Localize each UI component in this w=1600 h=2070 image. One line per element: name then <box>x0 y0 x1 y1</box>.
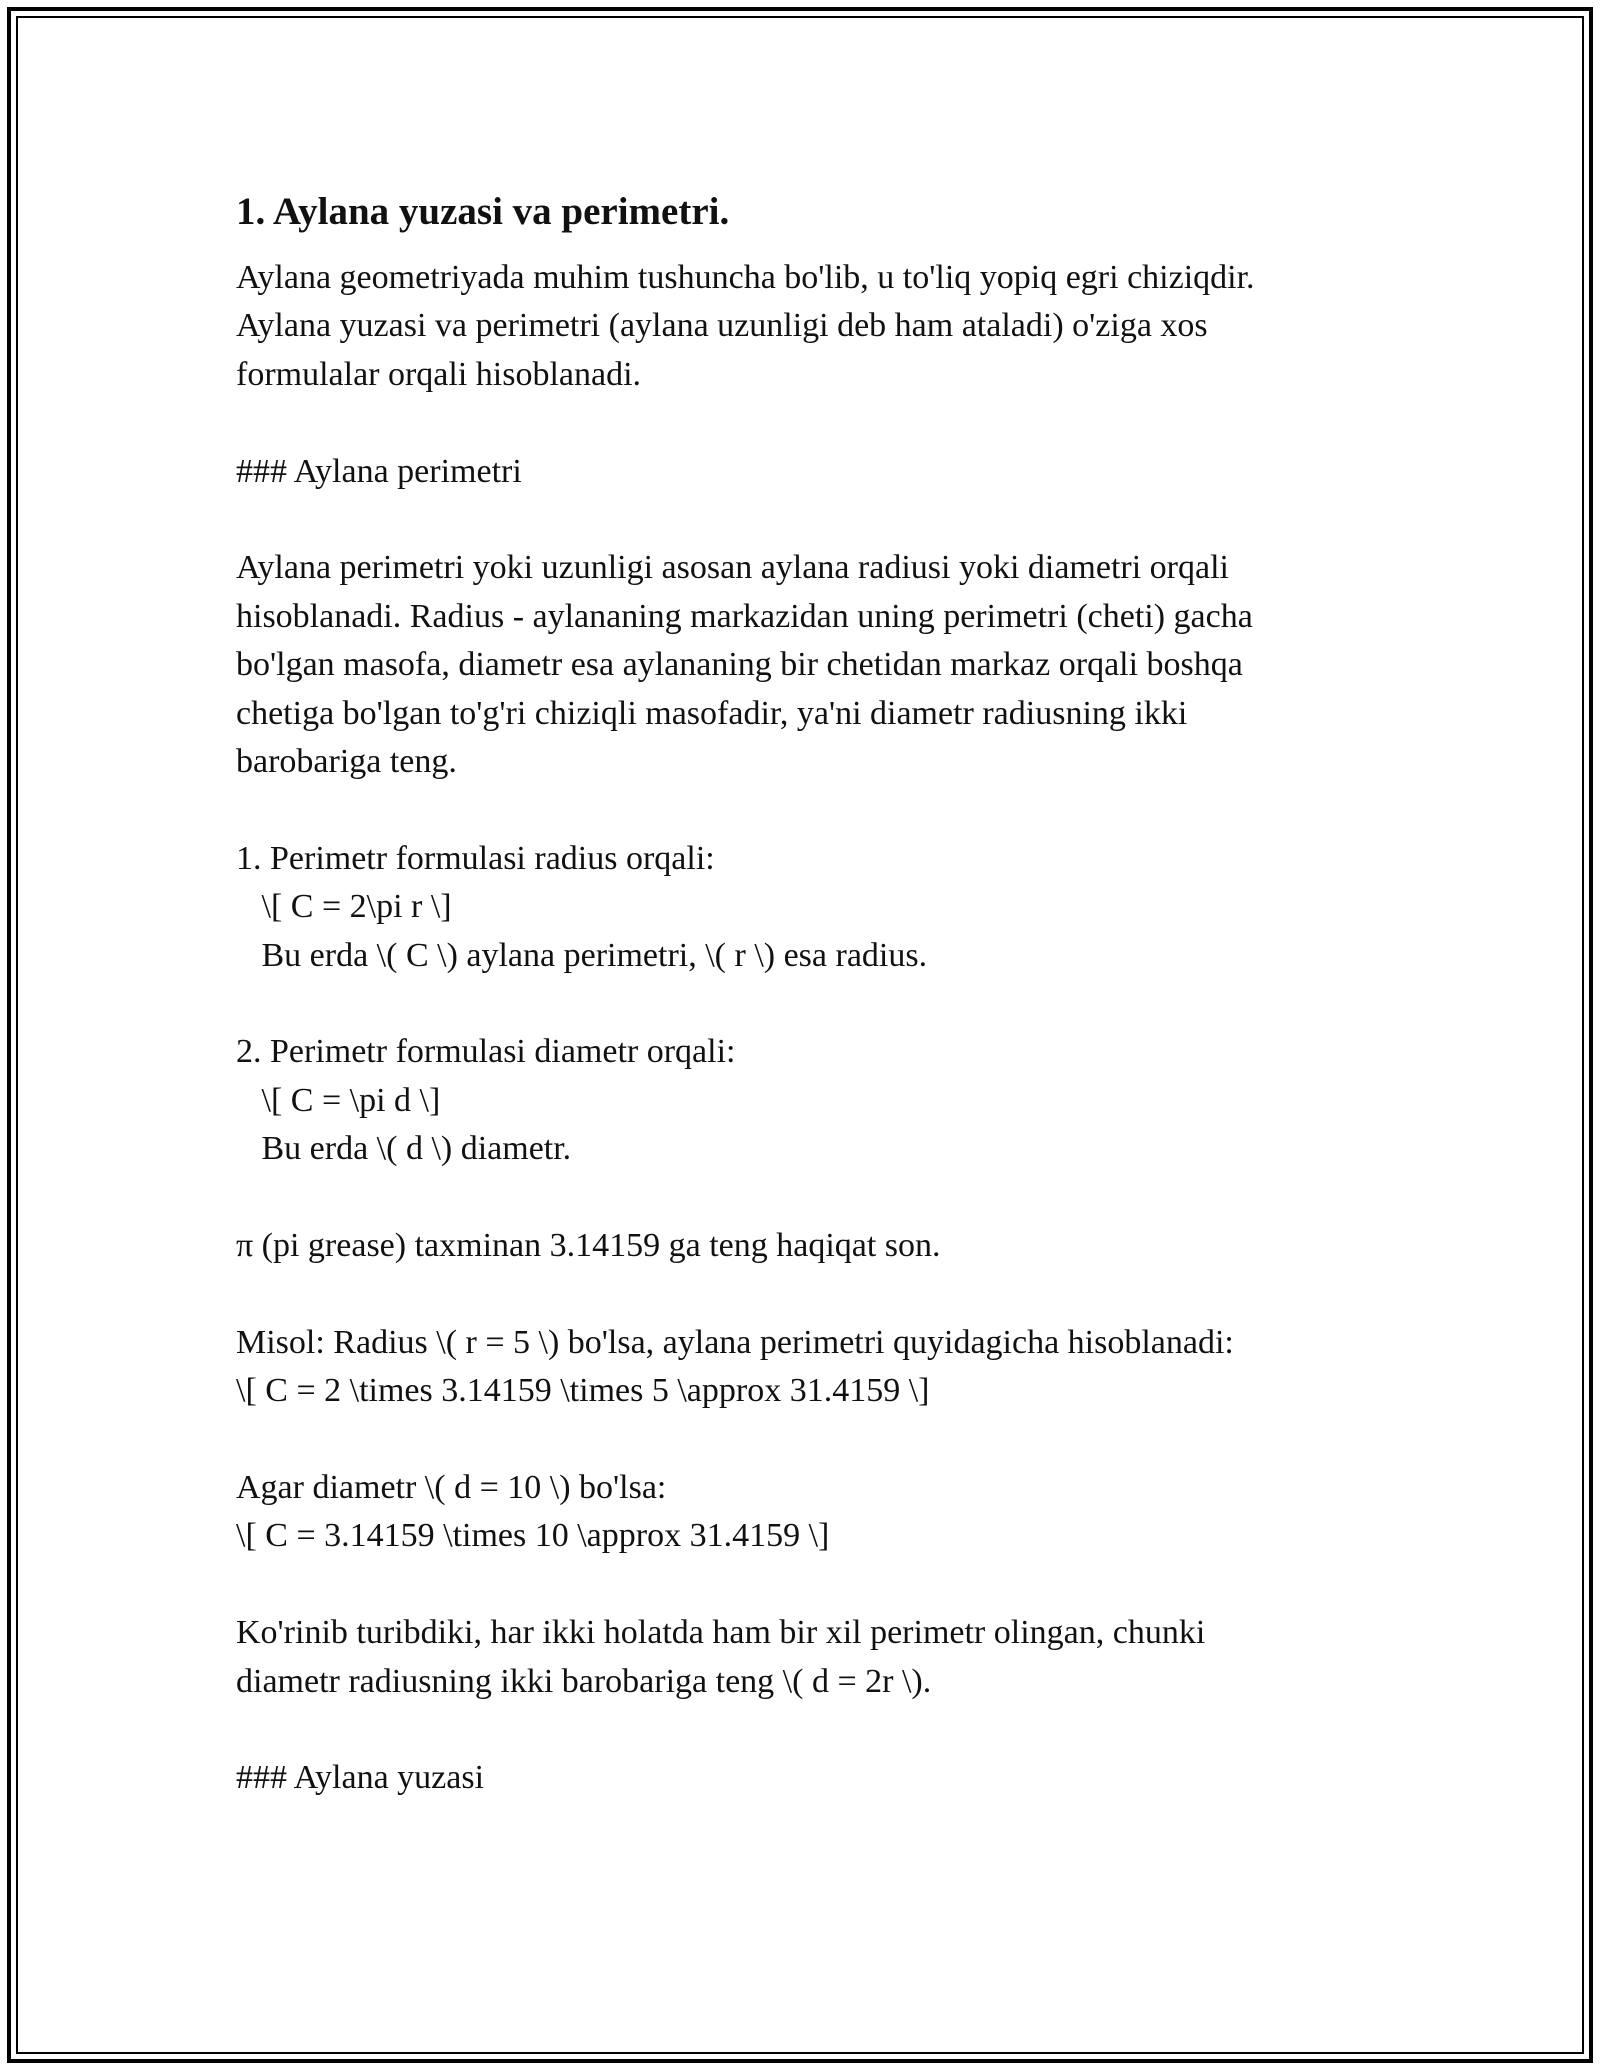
blank-line <box>236 980 1376 1028</box>
blank-line <box>236 1706 1376 1754</box>
blank-line <box>236 1270 1376 1318</box>
blank-line <box>236 786 1376 834</box>
text-line: 1. Perimetr formulasi radius orqali: <box>236 839 715 877</box>
text-line: ### Aylana yuzasi <box>236 1759 485 1797</box>
text-line: 2. Perimetr formulasi diametr orqali: <box>236 1033 736 1071</box>
blank-line <box>236 1174 1376 1222</box>
text-line: ### Aylana perimetri <box>236 452 522 490</box>
text-line: diametr radiusning ikki barobariga teng \( d = 2r \). <box>236 1662 932 1700</box>
text-line: Ko'rinib turibdiki, har ikki holatda ham bir xil perimetr olingan, chunki <box>236 1614 1206 1652</box>
text-line: Aylana yuzasi va perimetri (aylana uzunligi deb ham ataladi) o'ziga xos <box>236 307 1208 345</box>
document-text <box>236 254 1376 1803</box>
blank-line <box>236 1561 1376 1609</box>
text-line: Misol: Radius \( r = 5 \) bo'lsa, aylana perimetri quyidagicha hisoblanadi: <box>236 1323 1234 1361</box>
text-line: Bu erda \( C \) aylana perimetri, \( r \) esa radius. <box>236 936 928 974</box>
text-line: π (pi grease) taxminan 3.14159 ga teng haqiqat son. <box>236 1227 941 1265</box>
text-line: \[ C = \pi d \] <box>236 1081 441 1119</box>
blank-line <box>236 399 1376 447</box>
text-line: formulalar orqali hisoblanadi. <box>236 355 642 393</box>
text-line: Aylana perimetri yoki uzunligi asosan aylana radiusi yoki diametri orqali <box>236 549 1229 587</box>
text-line: \[ C = 2\pi r \] <box>236 888 452 926</box>
document-body <box>236 186 1376 1803</box>
text-line: bo'lgan masofa, diametr esa aylananing bir chetidan markaz orqali boshqa <box>236 646 1243 684</box>
text-line: hisoblanadi. Radius - aylananing markazidan uning perimetri (cheti) gacha <box>236 597 1253 635</box>
text-line: \[ C = 3.14159 \times 10 \approx 31.4159 \] <box>236 1517 830 1555</box>
text-line: barobariga teng. <box>236 743 457 781</box>
text-line: Bu erda \( d \) diametr. <box>236 1130 572 1168</box>
text-line: Agar diametr \( d = 10 \) bo'lsa: <box>236 1469 667 1507</box>
text-line: chetiga bo'lgan to'g'ri chiziqli masofadir, ya'ni diametr radiusning ikki <box>236 694 1188 732</box>
text-line: Aylana geometriyada muhim tushuncha bo'lib, u to'liq yopiq egri chiziqdir. <box>236 259 1255 296</box>
blank-line <box>236 496 1376 544</box>
blank-line <box>236 1416 1376 1464</box>
text-line: \[ C = 2 \times 3.14159 \times 5 \approx 31.4159 \] <box>236 1372 930 1410</box>
document-title: 1. Aylana yuzasi va perimetri. <box>236 190 730 233</box>
